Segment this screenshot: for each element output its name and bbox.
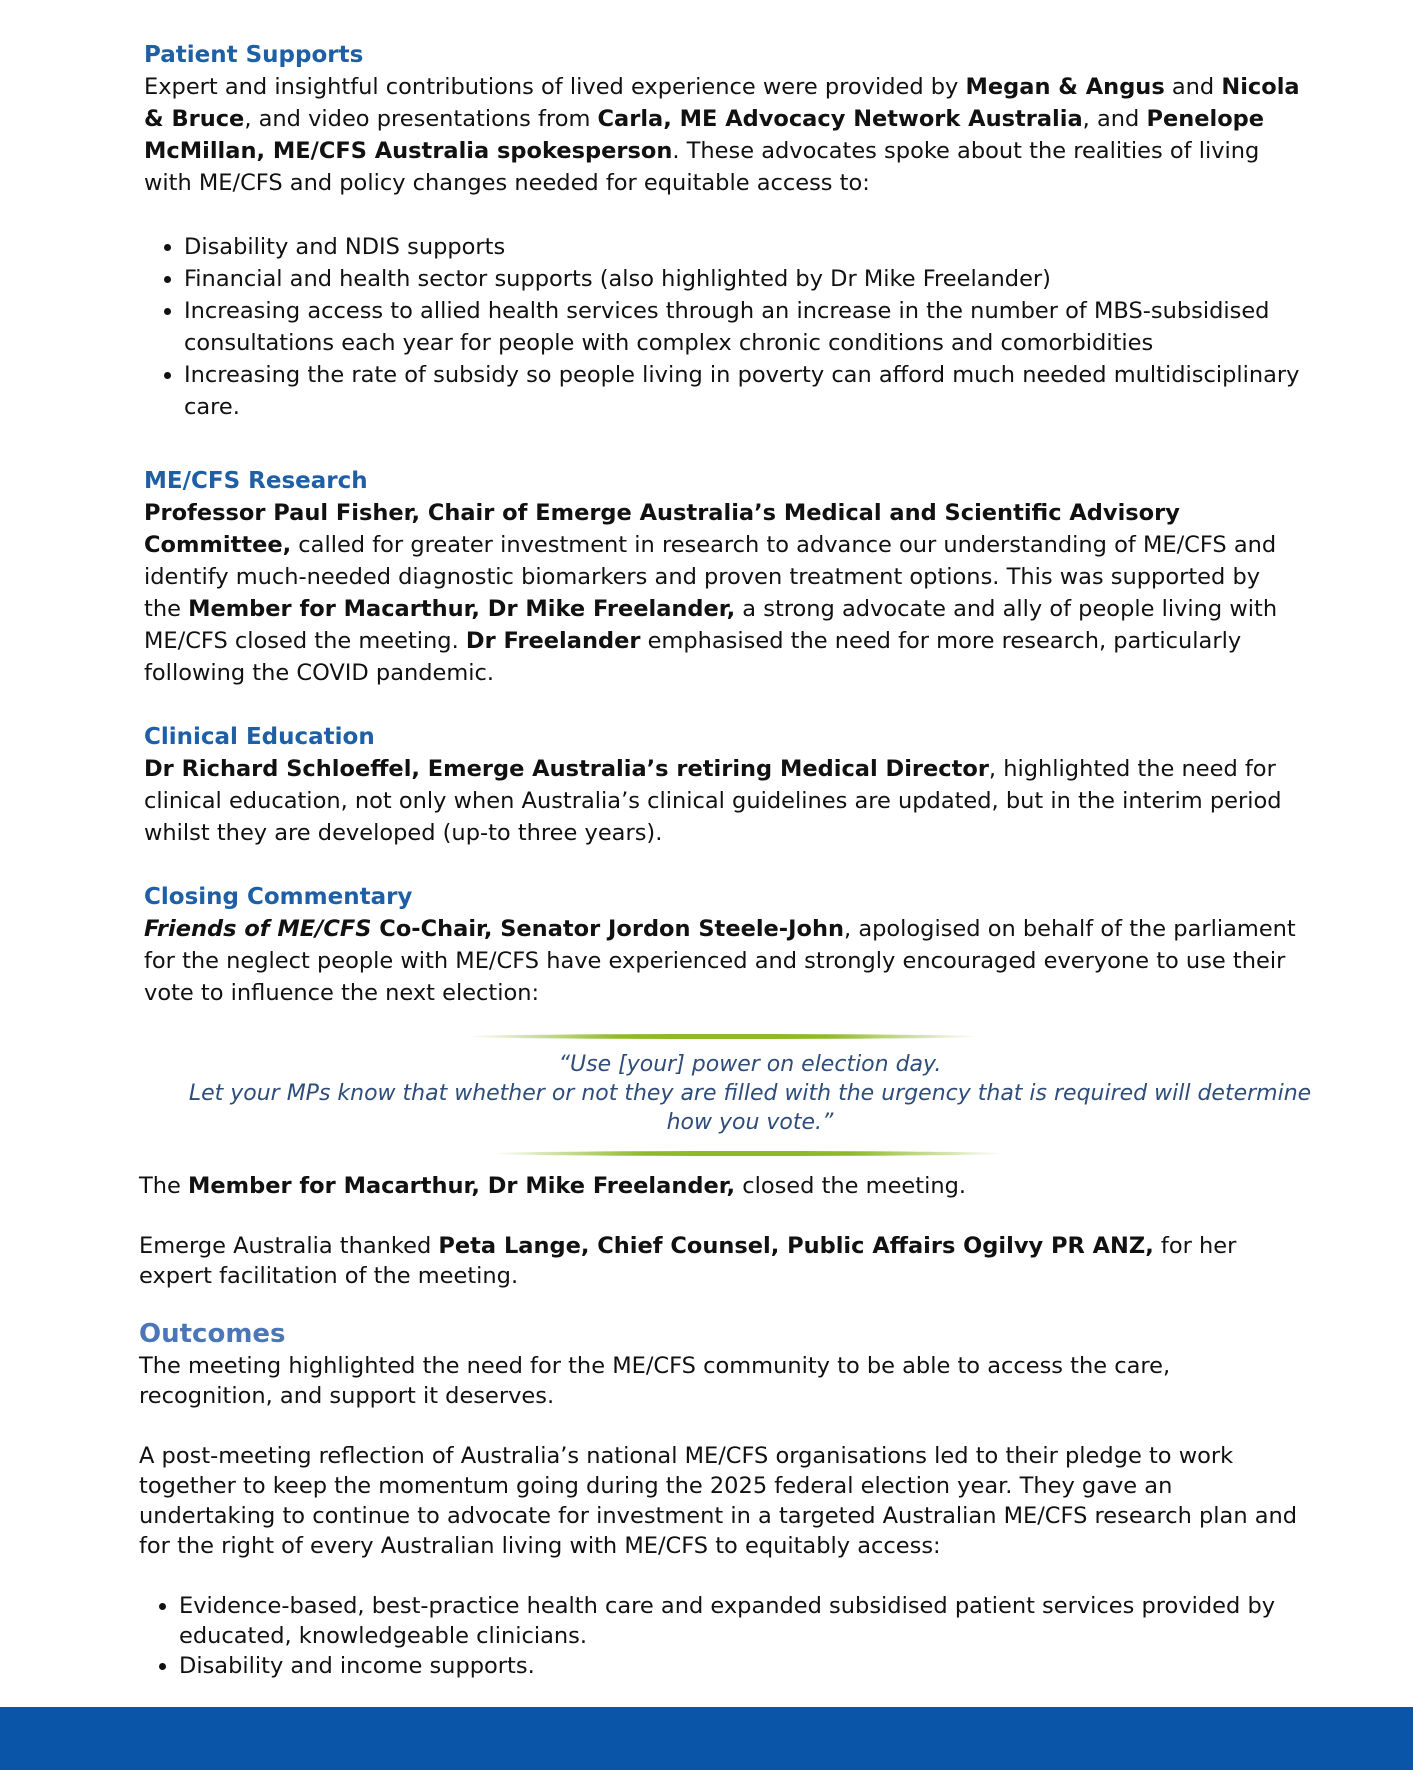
text-run: , and video presentations from (244, 106, 598, 132)
text-run: , and (1082, 106, 1147, 132)
spacer (139, 1291, 1309, 1317)
text-run: , highlighted the need for clinical education, not only when Australia’s clinical guidelines are updated, but in the interim period whilst they are developed (up-to three years). (144, 756, 1282, 846)
closing-commentary-heading: Closing Commentary (144, 884, 413, 910)
outcomes-list (139, 1591, 1309, 1681)
patient-supports-list (144, 231, 1304, 423)
text-run: Emerge Australia thanked (139, 1233, 439, 1259)
text-run: emphasised the need for more research, particularly following the COVID pandemic. (144, 628, 1242, 686)
quote-top-rule (465, 1034, 980, 1039)
spacer (144, 199, 1304, 231)
spacer (144, 689, 1304, 721)
quote-text (180, 1050, 1320, 1137)
closing-commentary-paragraph (144, 913, 1304, 1009)
text-run: . These advocates spoke about the realities of living with ME/CFS and policy changes needed for equitable access to: (144, 138, 1260, 196)
clinical-education-paragraph (144, 753, 1304, 849)
quote-bottom-rule (490, 1151, 1005, 1156)
clinical-education-heading: Clinical Education (144, 724, 375, 750)
spacer (144, 455, 1304, 465)
text-run: for her expert facilitation of the meeting. (139, 1233, 1237, 1289)
spacer (139, 1561, 1309, 1591)
bold-name: Nicola & Bruce (144, 74, 1300, 132)
bold-name: Penelope McMillan, ME/CFS Australia spokesperson (144, 106, 1265, 164)
bold-name: Dr Freelander (465, 628, 641, 654)
text-run: and (1164, 74, 1222, 100)
bold-name: Member for Macarthur, Dr Mike Freelander, (188, 596, 736, 622)
outcomes-paragraph-2: A post-meeting reflection of Australia’s national ME/CFS organisations led to their pledge to work together to keep the momentum going during the 2025 federal election year. They gave an undertaking to continue to advocate for investment in a targeted Australian ME/CFS research plan and for the right of every Australian living with ME/CFS to equitably access: (139, 1443, 1298, 1559)
italic-bold-name: Friends of ME/CFS (144, 916, 372, 942)
bold-name: Dr Richard Schloeffel, Emerge Australia’s retiring Medical Director (144, 756, 989, 782)
quote-line: “Use [your] power on election day. (558, 1052, 942, 1077)
patient-supports-heading: Patient Supports (144, 42, 364, 68)
research-heading: ME/CFS Research (144, 468, 368, 494)
research-paragraph (144, 497, 1304, 689)
closing-remark-paragraph (139, 1171, 1309, 1201)
list-item: • Increasing the rate of subsidy so people living in poverty can afford much needed multidisciplinary care. (184, 359, 1304, 423)
list-item: • Disability and income supports. (179, 1651, 1309, 1681)
quote-line: Let your MPs know that whether or not they are filled with the urgency that is required will determine how you vote.” (188, 1081, 1312, 1135)
outcomes-paragraph-1: The meeting highlighted the need for the ME/CFS community to be able to access the care, recognition, and support it deserves. (139, 1353, 1171, 1409)
bold-name: Peta Lange, Chief Counsel, Public Affairs Ogilvy PR ANZ, (438, 1233, 1154, 1259)
text-run: Expert and insightful contributions of lived experience were provided by (144, 74, 966, 100)
bold-name: Member for Macarthur, Dr Mike Freelander, (188, 1173, 736, 1199)
bold-name: Professor Paul Fisher, Chair of Emerge Australia’s Medical and Scientific Advisory Committee, (144, 500, 1180, 558)
spacer (139, 1201, 1309, 1231)
patient-supports-paragraph (144, 71, 1304, 199)
text-run: closed the meeting. (735, 1173, 967, 1199)
text-run: , apologised on behalf of the parliament for the neglect people with ME/CFS have experienced and strongly encouraged everyone to use their vote to influence the next election: (144, 916, 1296, 1006)
text-run: a strong advocate and ally of people living with ME/CFS closed the meeting. (144, 596, 1278, 654)
bold-name: Carla, ME Advocacy Network Australia (597, 106, 1083, 132)
footer-bar (0, 1707, 1413, 1770)
spacer (139, 1411, 1309, 1441)
list-item: • Financial and health sector supports (also highlighted by Dr Mike Freelander) (184, 263, 1304, 295)
outcomes-heading: Outcomes (139, 1319, 286, 1349)
upper-content (144, 39, 1304, 1009)
text-run: called for greater investment in research to advance our understanding of ME/CFS and identify much-needed diagnostic biomarkers and proven treatment options. This was supported by the (144, 532, 1277, 622)
list-item: • Disability and NDIS supports (184, 231, 1304, 263)
spacer (144, 423, 1304, 455)
thanks-paragraph (139, 1231, 1309, 1291)
text-run: The (139, 1173, 188, 1199)
lower-content (139, 1171, 1309, 1681)
bold-name: Megan & Angus (965, 74, 1165, 100)
spacer (144, 849, 1304, 881)
bold-name: Co-Chair, Senator Jordon Steele-John (371, 916, 845, 942)
list-item: • Evidence-based, best-practice health care and expanded subsidised patient services provided by educated, knowledgeable clinicians. (179, 1591, 1309, 1651)
list-item: • Increasing access to allied health services through an increase in the number of MBS-subsidised consultations each year for people with complex chronic conditions and comorbidities (184, 295, 1304, 359)
